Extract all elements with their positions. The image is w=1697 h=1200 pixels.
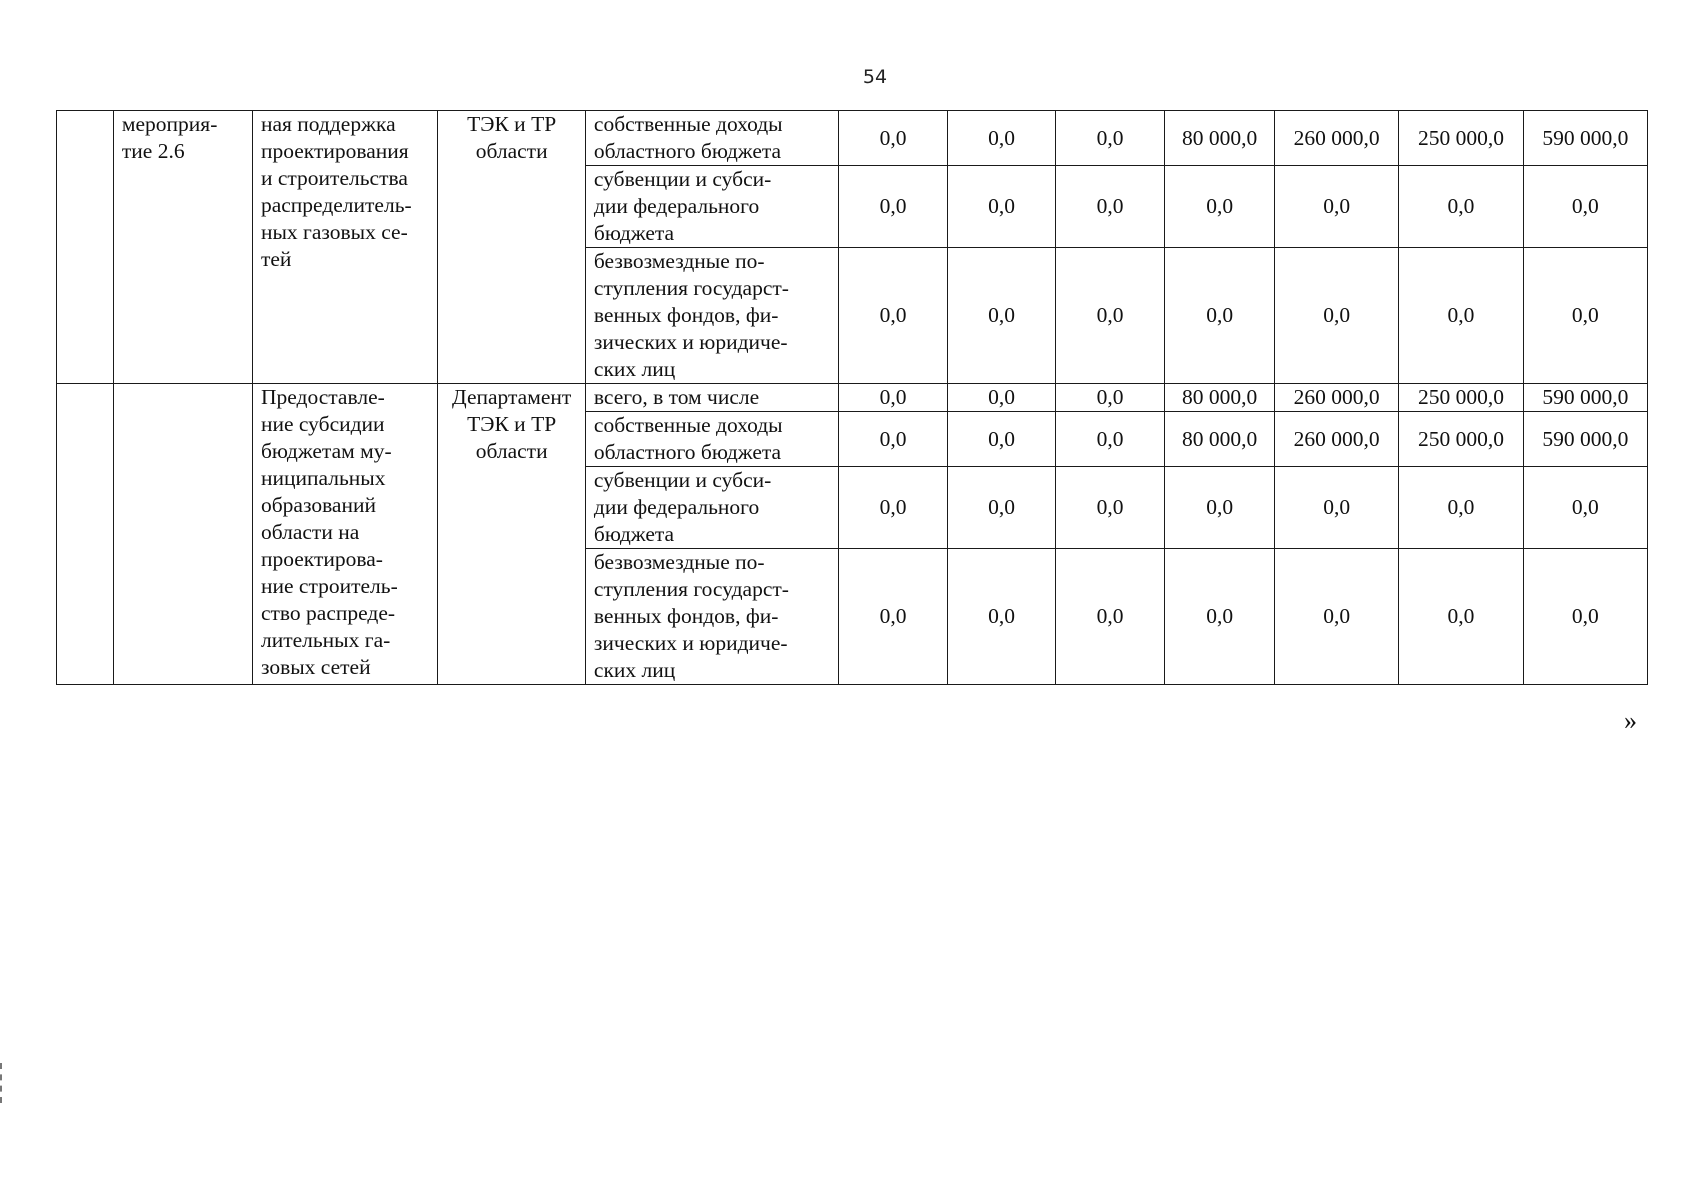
amount-cell: 0,0 bbox=[1274, 248, 1398, 384]
amount-cell: 0,0 bbox=[1165, 549, 1275, 685]
amount-cell: 0,0 bbox=[838, 549, 948, 685]
row-index-cell bbox=[57, 384, 114, 685]
amount-cell: 0,0 bbox=[1274, 549, 1398, 685]
amount-cell: 0,0 bbox=[948, 549, 1055, 685]
amount-cell: 0,0 bbox=[948, 384, 1055, 412]
amount-cell: 0,0 bbox=[1399, 248, 1523, 384]
amount-cell: 0,0 bbox=[1055, 467, 1165, 549]
table-row bbox=[57, 111, 1648, 166]
amount-cell: 0,0 bbox=[1523, 248, 1647, 384]
page-number: 54 bbox=[862, 66, 888, 88]
amount-cell: 0,0 bbox=[1399, 467, 1523, 549]
funding-source-cell: собственные доходы областного бюджета bbox=[585, 412, 838, 467]
amount-cell: 80 000,0 bbox=[1165, 384, 1275, 412]
table-row bbox=[57, 384, 1648, 412]
amount-cell: 0,0 bbox=[838, 412, 948, 467]
amount-cell: 0,0 bbox=[948, 166, 1055, 248]
funding-source-cell: безвозмездные по- ступления государст- венных фондов, фи- зических и юридиче- ских лиц bbox=[585, 549, 838, 685]
amount-cell: 0,0 bbox=[1399, 166, 1523, 248]
executor-cell: ТЭК и ТР области bbox=[438, 111, 586, 384]
amount-cell: 0,0 bbox=[1055, 111, 1165, 166]
amount-cell: 0,0 bbox=[1165, 166, 1275, 248]
amount-cell: 0,0 bbox=[838, 384, 948, 412]
amount-cell: 0,0 bbox=[1523, 549, 1647, 685]
amount-cell: 0,0 bbox=[1399, 549, 1523, 685]
scan-margin-mark bbox=[0, 1063, 8, 1103]
amount-cell: 0,0 bbox=[948, 412, 1055, 467]
funding-source-cell: субвенции и субси- дии федерального бюджета bbox=[585, 467, 838, 549]
amount-cell: 80 000,0 bbox=[1165, 111, 1275, 166]
budget-table-body bbox=[57, 111, 1648, 685]
amount-cell: 0,0 bbox=[1165, 248, 1275, 384]
amount-cell: 0,0 bbox=[1523, 166, 1647, 248]
amount-cell: 0,0 bbox=[1165, 467, 1275, 549]
amount-cell: 0,0 bbox=[838, 166, 948, 248]
amount-cell: 0,0 bbox=[838, 248, 948, 384]
funding-source-cell: всего, в том числе bbox=[585, 384, 838, 412]
amount-cell: 590 000,0 bbox=[1523, 384, 1647, 412]
amount-cell: 250 000,0 bbox=[1399, 111, 1523, 166]
amount-cell: 0,0 bbox=[1055, 248, 1165, 384]
amount-cell: 260 000,0 bbox=[1274, 412, 1398, 467]
amount-cell: 0,0 bbox=[1055, 166, 1165, 248]
amount-cell: 250 000,0 bbox=[1399, 384, 1523, 412]
amount-cell: 0,0 bbox=[948, 248, 1055, 384]
amount-cell: 0,0 bbox=[1055, 384, 1165, 412]
executor-cell: Департамент ТЭК и ТР области bbox=[438, 384, 586, 685]
amount-cell: 0,0 bbox=[1055, 549, 1165, 685]
amount-cell: 0,0 bbox=[948, 467, 1055, 549]
funding-source-cell: безвозмездные по- ступления государст- венных фондов, фи- зических и юридиче- ских лиц bbox=[585, 248, 838, 384]
amount-cell: 250 000,0 bbox=[1399, 412, 1523, 467]
amount-cell: 0,0 bbox=[1274, 467, 1398, 549]
closing-quote: » bbox=[1624, 706, 1637, 735]
amount-cell: 260 000,0 bbox=[1274, 111, 1398, 166]
funding-source-cell: собственные доходы областного бюджета bbox=[585, 111, 838, 166]
measure-number-cell: мероприя- тие 2.6 bbox=[113, 111, 252, 384]
amount-cell: 590 000,0 bbox=[1523, 111, 1647, 166]
row-index-cell bbox=[57, 111, 114, 384]
amount-cell: 80 000,0 bbox=[1165, 412, 1275, 467]
amount-cell: 0,0 bbox=[1274, 166, 1398, 248]
measure-name-cell: Предоставле- ние субсидии бюджетам му- ниципальных образований области на проектирова- ние строитель- ство распреде- лительных га- зовых сетей bbox=[252, 384, 437, 685]
budget-table bbox=[56, 110, 1648, 685]
measure-name-cell: ная поддержка проектирования и строительства распределитель- ных газовых се- тей bbox=[252, 111, 437, 384]
amount-cell: 0,0 bbox=[838, 111, 948, 166]
amount-cell: 0,0 bbox=[948, 111, 1055, 166]
measure-number-cell bbox=[113, 384, 252, 685]
amount-cell: 0,0 bbox=[838, 467, 948, 549]
amount-cell: 590 000,0 bbox=[1523, 412, 1647, 467]
amount-cell: 0,0 bbox=[1523, 467, 1647, 549]
amount-cell: 260 000,0 bbox=[1274, 384, 1398, 412]
funding-source-cell: субвенции и субси- дии федерального бюджета bbox=[585, 166, 838, 248]
amount-cell: 0,0 bbox=[1055, 412, 1165, 467]
